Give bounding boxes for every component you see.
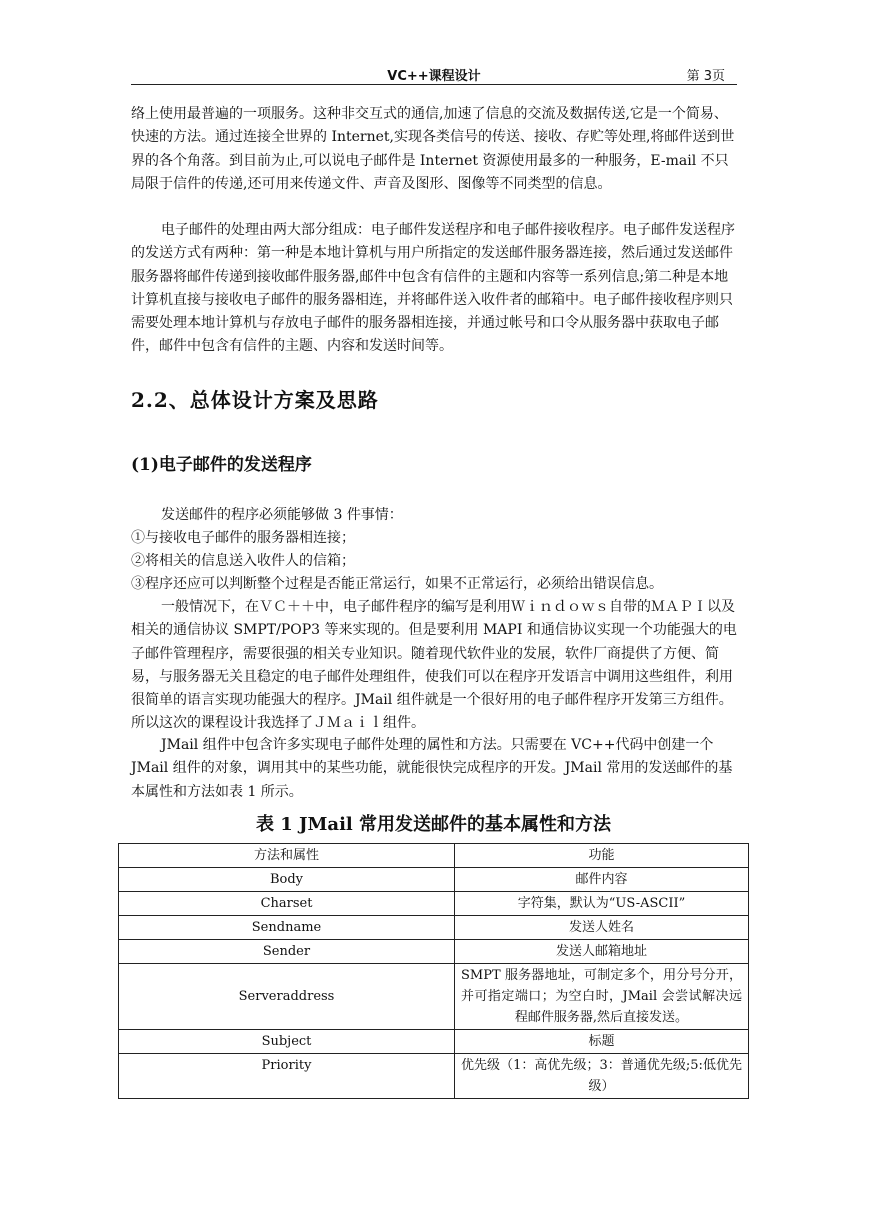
table-cell-name: Serveraddress: [119, 964, 455, 1030]
table-header-row: [119, 844, 749, 868]
intro-paragraph: 络上使用最普遍的一项服务。这种非交互式的通信,加速了信息的交流及数据传送,它是一个简易、快速的方法。通过连接全世界的 Internet,实现各类信号的传送、接收、存贮等处理,将邮件送到世界的各个角落。到目前为止,可以说电子邮件是 Internet 资源使用最多的一种服务，E-mail 不只局限于信件的传递,还可用来传递文件、声音及图形、图像等不同类型的信息。: [131, 106, 735, 192]
table-caption: 表 1 JMail 常用发送邮件的基本属性和方法: [255, 814, 612, 835]
vc-paragraph: 一般情况下，在ＶＣ＋＋中，电子邮件程序的编写是利用Ｗｉｎｄｏｗｓ自带的ＭＡＰＩ以及相关的通信协议 SMPT/POP3 等来实现的。但是要利用 MAPI 和通信协议实现一个功能强大的电子邮件管理程序，需要很强的相关专业知识。随着现代软件业的发展，软件厂商提供了方便、简易，与服务器无关且稳定的电子邮件处理组件，使我们可以在程序开发语言中调用这些组件，利用很简单的语言实现功能强大的程序。JMail 组件就是一个很好用的电子邮件程序开发第三方组件。所以这次的课程设计我选择了ＪＭａｉｌ组件。: [131, 599, 737, 732]
jmail-properties-table: [118, 843, 749, 1099]
table-row: [119, 940, 749, 964]
table-row: [119, 916, 749, 940]
table-cell-desc: 发送人邮箱地址: [455, 940, 749, 964]
table-row: [119, 868, 749, 892]
table-row: [119, 892, 749, 916]
table-cell-name: Charset: [119, 892, 455, 916]
table-cell-desc: 邮件内容: [455, 868, 749, 892]
table-cell-desc: 字符集，默认为“US-ASCII”: [455, 892, 749, 916]
table-cell-desc: 标题: [455, 1030, 749, 1054]
table-cell-desc: 发送人姓名: [455, 916, 749, 940]
table-header-cell: 功能: [455, 844, 749, 868]
table-cell-name: Sendname: [119, 916, 455, 940]
header-title: VC++课程设计: [387, 69, 481, 84]
table-header-cell: 方法和属性: [119, 844, 455, 868]
table-row: [119, 1054, 749, 1099]
subsection-heading: (1)电子邮件的发送程序: [131, 455, 312, 475]
table-row: [119, 1030, 749, 1054]
table-cell-desc: 优先级（1：高优先级；3：普通优先级;5:低优先级）: [455, 1054, 749, 1099]
table-cell-name: Body: [119, 868, 455, 892]
step-item: ③程序还应可以判断整个过程是否能正常运行，如果不正常运行，必须给出错误信息。: [131, 576, 663, 592]
jmail-paragraph: JMail 组件中包含许多实现电子邮件处理的属性和方法。只需要在 VC++代码中创建一个 JMail 组件的对象，调用其中的某些功能，就能很快完成程序的开发。JMail 常用的发送邮件的基本属性和方法如表 1 所示。: [131, 737, 733, 800]
table-row: [119, 964, 749, 1030]
processing-paragraph: 电子邮件的处理由两大部分组成：电子邮件发送程序和电子邮件接收程序。电子邮件发送程序的发送方式有两种：第一种是本地计算机与用户所指定的发送邮件服务器连接，然后通过发送邮件服务器将邮件传递到接收邮件服务器,邮件中包含有信件的主题和内容等一系列信息;第二种是本地计算机直接与接收电子邮件的服务器相连，并将邮件送入收件者的邮箱中。电子邮件接收程序则只需要处理本地计算机与存放电子邮件的服务器相连接，并通过帐号和口令从服务器中获取电子邮件，邮件中包含有信件的主题、内容和发送时间等。: [131, 222, 735, 355]
table-cell-name: Subject: [119, 1030, 455, 1054]
section-heading: 2.2、总体设计方案及思路: [131, 388, 379, 412]
table-cell-desc: SMPT 服务器地址，可制定多个，用分号分开，并可指定端口；为空白时，JMail 会尝试解决远程邮件服务器,然后直接发送。: [455, 964, 749, 1030]
step-item: ①与接收电子邮件的服务器相连接；: [131, 530, 355, 546]
step-item: ②将相关的信息送入收件人的信箱；: [131, 553, 355, 569]
page-header: [131, 62, 737, 85]
table-cell-name: Priority: [119, 1054, 455, 1099]
page-number: 第 3页: [686, 69, 725, 84]
steps-intro: 发送邮件的程序必须能够做 3 件事情：: [161, 507, 403, 523]
table-cell-name: Sender: [119, 940, 455, 964]
